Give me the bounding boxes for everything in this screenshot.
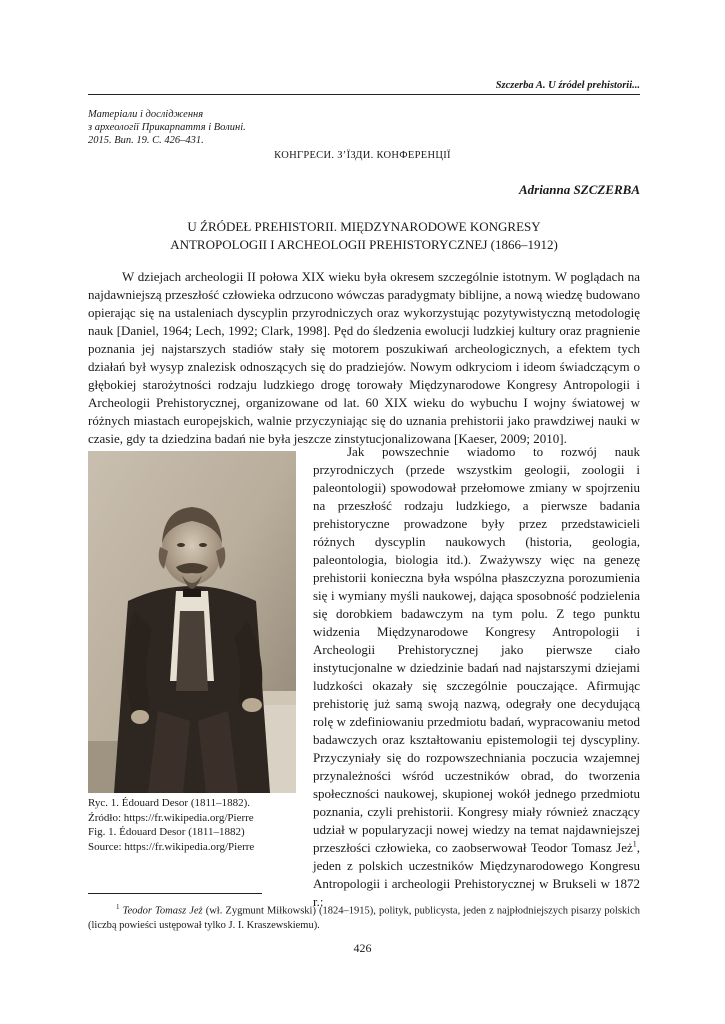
running-title: Szczerba A. U źródeł prehistorii... xyxy=(495,80,640,91)
intro-paragraph: W dziejach archeologii II połowa XIX wieku była okresem szczególnie istotnym. W poglądach na najdawniejszą przeszłość człowieka odrzucono wówczas paradygmaty biblijne, a nową wiedzę budowano opierając się na ustaleniach dyscyplin przyrodniczych oraz wykorzystując pozytywistyczną metodologię nauk [Daniel, 1964; Lech, 1992; Clark, 1998]. Pęd do śledzenia ewolucji ludzkiej kultury oraz pragnienie poznania jej najstarszych stadiów stały się motorem poszukiwań archeologicznych, a efektem tych działań był wysyp znalezisk odnoszących się do pradziejów. Nowym odkryciom i ideom świadczącym o głębokiej starożytności rodzaju ludzkiego drogę torowały Międzynarodowe Kongresy Antropologii i Archeologii Prehistorycznej, organizowane od lat. 60 XIX wieku do wybuchu I wojny światowej w różnych miastach europejskich, walnie przyczyniając się do uznania prehistorii jako prawdziwej nauki w czasie, gdy ta dziedzina badań nie była jeszcze zinstytucjonalizowana [Kaeser, 2009; 2010]. xyxy=(88,269,640,446)
caption-en-line-1: Fig. 1. Édouard Desor (1811–1882) xyxy=(88,826,245,838)
journal-line-2: з археології Прикарпаття і Волині. xyxy=(88,122,246,133)
journal-line-3: 2015. Вип. 19. С. 426–431. xyxy=(88,135,204,146)
article-title-line-2: ANTROPOLOGII I ARCHEOLOGII PREHISTORYCZNEJ (1866–1912) xyxy=(170,237,558,252)
portrait-photo xyxy=(88,451,296,793)
header-rule xyxy=(88,94,640,95)
footnote-reference[interactable]: 1 xyxy=(632,839,637,849)
caption-pl-line-2: Źródło: https://fr.wikipedia.org/Pierre xyxy=(88,811,254,824)
section-title: КОНГРЕСИ. З’ЇЗДИ. КОНФЕРЕНЦІЇ xyxy=(274,150,451,161)
article-title xyxy=(88,218,640,254)
footnote xyxy=(88,900,640,933)
footnote-text: (wł. Zygmunt Miłkowski) (1824–1915), polityk, publicysta, jeden z najpłodniejszych pisarzy polskich (liczbą powieści ustępował tylko J. I. Kraszewskiemu). xyxy=(88,905,641,931)
footnote-rule xyxy=(88,893,262,894)
column-paragraph-part-2: , jeden z polskich uczestników Międzynarodowego Kongresu Antropologii i archeologii Prehistorycznej w Brukseli w 1872 r.: xyxy=(313,840,640,909)
caption-en-line-2: Source: https://fr.wikipedia.org/Pierre xyxy=(88,840,255,853)
journal-info xyxy=(88,108,246,147)
journal-line-1: Матеріали і дослідження xyxy=(88,109,204,120)
footnote-name: Teodor Tomasz Jeż xyxy=(122,905,203,917)
caption-pl-line-1: Ryc. 1. Édouard Desor (1811–1882). xyxy=(88,797,250,809)
article-title-line-1: U ŹRÓDEŁ PREHISTORII. MIĘDZYNARODOWE KONGRESY xyxy=(187,219,541,234)
page-number: 426 xyxy=(353,941,372,955)
column-paragraph xyxy=(313,443,640,911)
column-paragraph-part-1: Jak powszechnie wiadomo to rozwój nauk przyrodniczych (przede wszystkim geologii, zoologii i paleontologii) spowodował przełomowe zmiany w spojrzeniu na przeszłość rodzaju ludzkiego, a pierwsze badania prehistoryczne prowadzone były przez przedstawicieli różnych dyscyplin naukowych (historia, geologia, paleontologia, biologia itd.). Zważywszy więc na genezę prehistorii konieczna była wspólna płaszczyzna porozumienia się i wymiany myśli naukowej, dająca sposobność podzielenia się dorobkiem badawczym na tym polu. Z tego punktu widzenia Międzynarodowe Kongresy Antropologii i Archeologii Prehistorycznej jako pierwsze ciało instytucjonalne w dziedzinie badań nad najstarszymi dziejami ludzkości okazały się szczególnie pouczające. Afirmując prehistorię już samą swoją nazwą, odegrały one decydującą rolę w zdefiniowaniu przedmiotu badań, wypracowaniu metod badawczych oraz kształtowaniu epistemologii tej dyscypliny. Przyczyniały się do rozpowszechniania poczucia wzajemnej przynależności wśród uczestników obrad, do tworzenia społeczności naukowej, skupionej wokół jednego przedmiotu poznania, czyli prehistorii. Kongresy miały również znaczący udział w popularyzacji nowej wiedzy na temat najdawniejszej przeszłości człowieka, co zaobserwował Teodor Tomasz Jeż xyxy=(313,444,640,855)
figure-caption xyxy=(88,796,298,854)
footnote-number: 1 xyxy=(116,903,120,911)
author-name: Adrianna SZCZERBA xyxy=(518,182,640,197)
portrait-image xyxy=(88,451,296,793)
